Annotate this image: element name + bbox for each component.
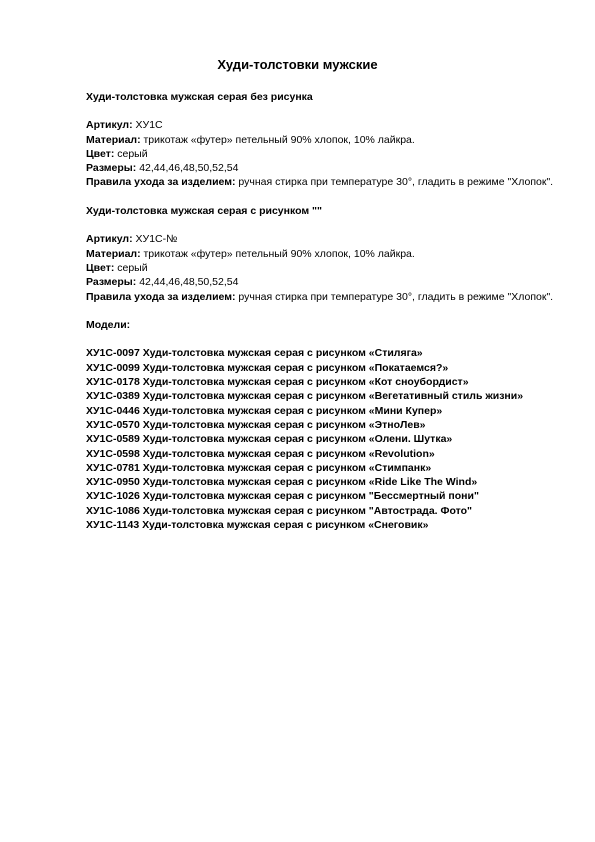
model-item: ХУ1С-1086 Худи-толстовка мужская серая с рисунком "Автострада. Фото" — [86, 504, 473, 517]
material-field — [86, 133, 556, 147]
color-value: серый — [117, 261, 148, 274]
material-field — [86, 247, 556, 261]
model-item: ХУ1С-0598 Худи-толстовка мужская серая с рисунком «Revolution» — [86, 447, 435, 460]
care-value: ручная стирка при температуре 30°, гладить в режиме "Хлопок". — [238, 176, 554, 189]
sizes-label: Размеры: — [86, 276, 137, 289]
model-item: ХУ1С-0950 Худи-толстовка мужская серая с рисунком «Ride Like The Wind» — [86, 476, 478, 489]
model-item: ХУ1С-0097 Худи-толстовка мужская серая с рисунком «Стиляга» — [86, 347, 423, 360]
material-value: трикотаж «футер» петельный 90% хлопок, 10% лайкра. — [143, 247, 415, 260]
color-field — [86, 147, 556, 161]
model-item: ХУ1С-1143 Худи-толстовка мужская серая с рисунком «Снеговик» — [86, 519, 429, 532]
sizes-label: Размеры: — [86, 162, 137, 175]
sizes-value: 42,44,46,48,50,52,54 — [139, 276, 239, 289]
article-label: Артикул: — [86, 119, 133, 132]
article-label: Артикул: — [86, 233, 133, 246]
care-field — [86, 290, 556, 304]
model-item: ХУ1С-0389 Худи-толстовка мужская серая с рисунком «Вегетативный стиль жизни» — [86, 390, 524, 403]
product-title: Худи-толстовка мужская серая с рисунком "" — [86, 205, 323, 218]
care-field — [86, 175, 556, 189]
color-label: Цвет: — [86, 261, 115, 274]
models-heading: Модели: — [86, 319, 131, 332]
model-item: ХУ1С-0781 Худи-толстовка мужская серая с рисунком «Стимпанк» — [86, 461, 432, 474]
material-label: Материал: — [86, 247, 141, 260]
sizes-field — [86, 275, 556, 289]
section-spacer — [86, 304, 556, 318]
model-item: ХУ1С-0178 Худи-толстовка мужская серая с рисунком «Кот сноубордист» — [86, 376, 469, 389]
model-item: ХУ1С-1026 Худи-толстовка мужская серая с рисунком "Бессмертный пони" — [86, 490, 479, 503]
models-list — [86, 346, 556, 532]
section-spacer — [86, 190, 556, 204]
material-value: трикотаж «футер» петельный 90% хлопок, 10% лайкра. — [143, 133, 415, 146]
product-section — [86, 204, 556, 304]
color-value: серый — [117, 147, 148, 160]
color-field — [86, 261, 556, 275]
care-label: Правила ухода за изделием: — [86, 290, 236, 303]
document-body — [86, 90, 556, 532]
model-item: ХУ1С-0099 Худи-толстовка мужская серая с рисунком «Покатаемся?» — [86, 361, 449, 374]
model-item: ХУ1С-0589 Худи-толстовка мужская серая с рисунком «Олени. Шутка» — [86, 433, 453, 446]
sizes-field — [86, 161, 556, 175]
article-value: ХУ1С — [135, 119, 163, 132]
article-field — [86, 118, 556, 132]
care-value: ручная стирка при температуре 30°, гладить в режиме "Хлопок". — [238, 290, 554, 303]
page-title: Худи-толстовки мужские — [217, 57, 378, 72]
model-item: ХУ1С-0446 Худи-толстовка мужская серая с рисунком «Мини Купер» — [86, 404, 443, 417]
material-label: Материал: — [86, 133, 141, 146]
sizes-value: 42,44,46,48,50,52,54 — [139, 162, 239, 175]
model-item: ХУ1С-0570 Худи-толстовка мужская серая с рисунком «ЭтноЛев» — [86, 418, 426, 431]
product-section — [86, 90, 556, 190]
article-field — [86, 232, 556, 246]
product-title: Худи-толстовка мужская серая без рисунка — [86, 91, 313, 103]
article-value: ХУ1С-№ — [135, 233, 178, 246]
care-label: Правила ухода за изделием: — [86, 176, 236, 189]
color-label: Цвет: — [86, 147, 115, 160]
